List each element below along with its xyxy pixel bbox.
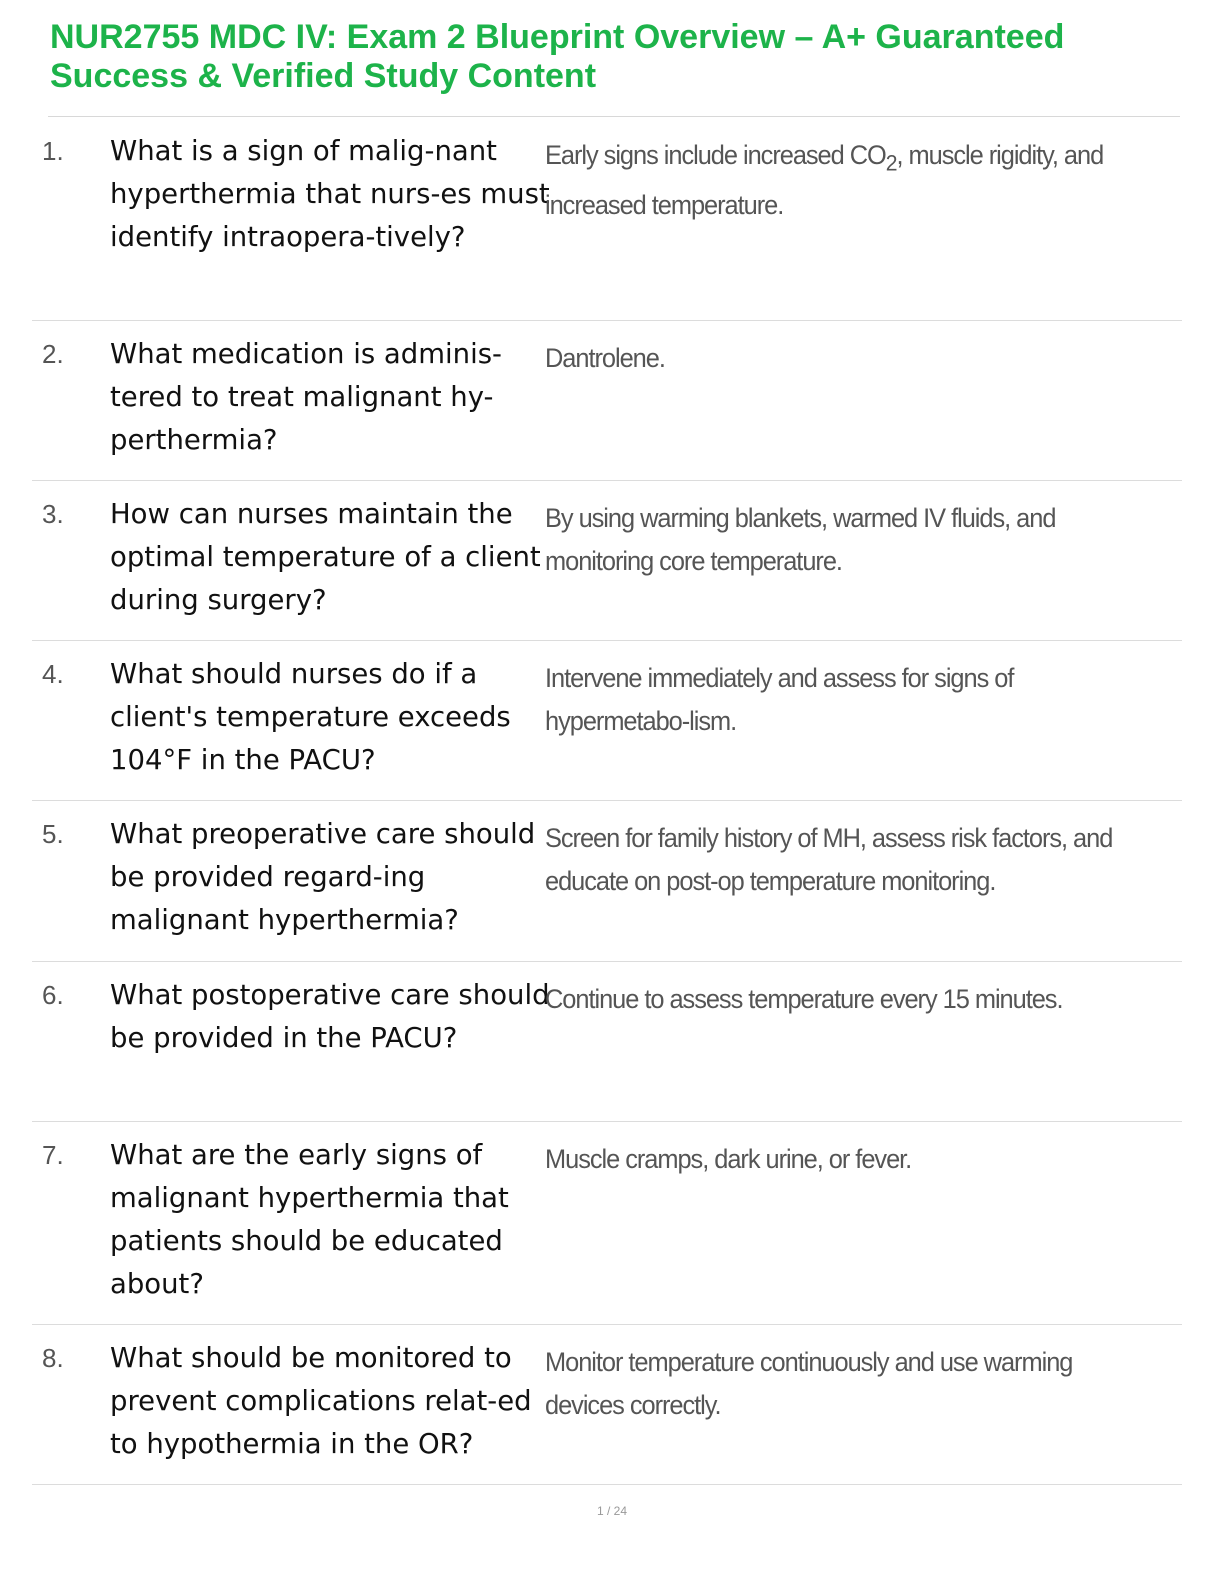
card-answer: Intervene immediately and assess for signs of hypermetabo-lism. xyxy=(545,663,1014,736)
card-question: What postoperative care should be provided in the PACU? xyxy=(110,979,550,1054)
card-question: What are the early signs of malignant hyperthermia that patients should be educated about? xyxy=(110,1139,509,1300)
answer-text-start: Early signs include increased CO xyxy=(545,140,886,170)
flashcard-4 xyxy=(32,641,1182,801)
flashcard-3 xyxy=(32,481,1182,641)
card-answer: Continue to assess temperature every 15 minutes. xyxy=(545,984,1063,1014)
card-question: What medication is adminis-tered to treat malignant hy-perthermia? xyxy=(110,338,502,456)
card-number: 6. xyxy=(42,980,64,1010)
flashcard-8 xyxy=(32,1325,1182,1485)
card-answer xyxy=(545,134,1139,227)
document-title: NUR2755 MDC IV: Exam 2 Blueprint Overview – A+ Guaranteed Success & Verified Study Content xyxy=(50,18,1065,95)
flashcard-5 xyxy=(32,801,1182,962)
answer-text-end: , muscle rigidity, and increased temperature. xyxy=(545,140,1104,221)
flashcard-6 xyxy=(32,962,1182,1122)
card-number: 8. xyxy=(42,1343,64,1373)
card-answer: Screen for family history of MH, assess risk factors, and educate on post-op temperature monitoring. xyxy=(545,823,1113,896)
flashcard-7 xyxy=(32,1122,1182,1325)
card-question: How can nurses maintain the optimal temperature of a client during surgery? xyxy=(110,498,541,616)
card-question: What preoperative care should be provided regard-ing malignant hyperthermia? xyxy=(110,818,536,936)
page-number: 1 / 24 xyxy=(596,1504,628,1518)
card-answer: By using warming blankets, warmed IV fluids, and monitoring core temperature. xyxy=(545,503,1056,576)
card-answer: Monitor temperature continuously and use warming devices correctly. xyxy=(545,1347,1073,1420)
card-number: 3. xyxy=(42,499,64,529)
card-question: What should nurses do if a client's temperature exceeds 104°F in the PACU? xyxy=(110,658,511,776)
card-number: 1. xyxy=(42,136,64,166)
flashcard-2 xyxy=(32,321,1182,481)
card-question: What should be monitored to prevent complications relat-ed to hypothermia in the OR? xyxy=(110,1342,532,1460)
card-answer: Dantrolene. xyxy=(545,343,665,373)
card-question: What is a sign of malig-nant hyperthermia that nurs-es must identify intraopera-tively? xyxy=(110,135,550,253)
card-number: 5. xyxy=(42,819,64,849)
answer-subscript: 2 xyxy=(885,150,897,176)
flashcard-1 xyxy=(32,118,1182,321)
title-divider xyxy=(48,116,1180,117)
card-answer: Muscle cramps, dark urine, or fever. xyxy=(545,1144,912,1174)
card-number: 4. xyxy=(42,659,64,689)
card-number: 7. xyxy=(42,1140,64,1170)
card-number: 2. xyxy=(42,339,64,369)
